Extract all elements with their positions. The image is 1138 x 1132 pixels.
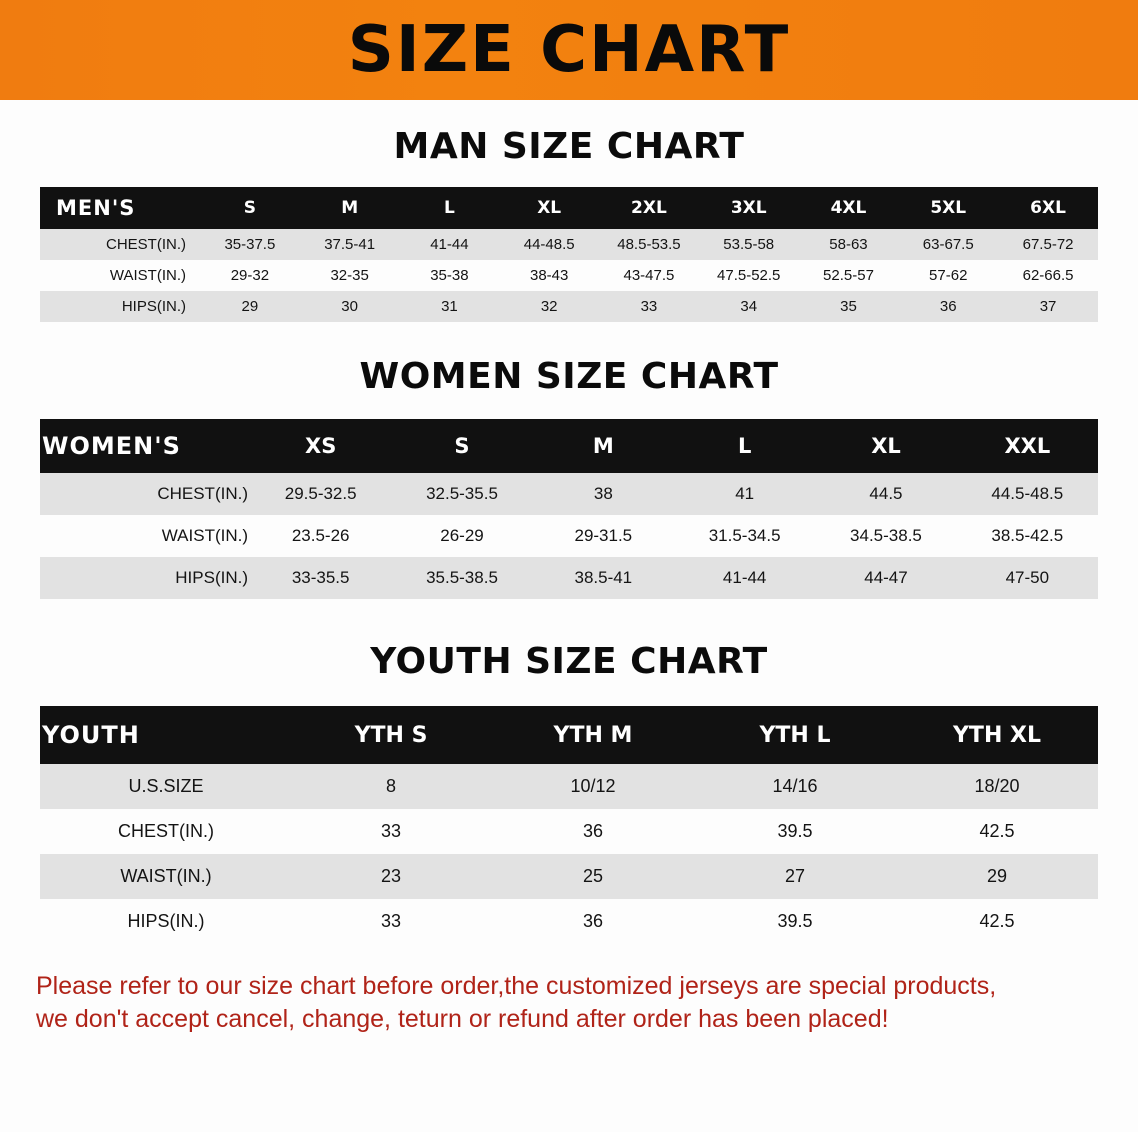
women-header-cell: M — [533, 419, 674, 473]
table-cell: 32 — [499, 291, 599, 322]
man-header-cell: S — [200, 187, 300, 229]
table-cell: 37 — [998, 291, 1098, 322]
youth-header-cell: YTH S — [290, 706, 492, 764]
table-cell: 36 — [492, 809, 694, 854]
youth-table-head — [40, 706, 1098, 764]
table-cell: 29 — [200, 291, 300, 322]
table-row — [40, 515, 1098, 557]
table-cell: 33 — [599, 291, 699, 322]
man-header-cell: 5XL — [898, 187, 998, 229]
women-header-cell: S — [391, 419, 532, 473]
table-header-row — [40, 187, 1098, 229]
table-cell: 33-35.5 — [250, 557, 391, 599]
table-cell: 42.5 — [896, 899, 1098, 944]
man-table-head — [40, 187, 1098, 229]
table-cell: 36 — [898, 291, 998, 322]
table-cell: 25 — [492, 854, 694, 899]
man-header-cell: 4XL — [799, 187, 899, 229]
man-size-table — [40, 187, 1098, 322]
table-cell: 31 — [400, 291, 500, 322]
women-header-cell: L — [674, 419, 815, 473]
women-table-head — [40, 419, 1098, 473]
youth-header-cell: YTH M — [492, 706, 694, 764]
table-row — [40, 260, 1098, 291]
youth-header-cell: YTH XL — [896, 706, 1098, 764]
table-cell: 39.5 — [694, 809, 896, 854]
table-cell: 32.5-35.5 — [391, 473, 532, 515]
man-header-cell: L — [400, 187, 500, 229]
table-cell: 47.5-52.5 — [699, 260, 799, 291]
table-cell: 35.5-38.5 — [391, 557, 532, 599]
table-row — [40, 854, 1098, 899]
table-cell: 35-37.5 — [200, 229, 300, 260]
table-cell: 33 — [290, 809, 492, 854]
table-cell: 35-38 — [400, 260, 500, 291]
youth-header-cell: YTH L — [694, 706, 896, 764]
policy-note-line-2: we don't accept cancel, change, teturn or refund after order has been placed! — [36, 1005, 889, 1033]
table-cell: 37.5-41 — [300, 229, 400, 260]
man-header-cell: 3XL — [699, 187, 799, 229]
table-cell: 33 — [290, 899, 492, 944]
row-label: HIPS(IN.) — [40, 557, 250, 599]
women-header-label: WOMEN'S — [40, 419, 250, 473]
table-row — [40, 473, 1098, 515]
table-cell: 52.5-57 — [799, 260, 899, 291]
table-cell: 38 — [533, 473, 674, 515]
youth-size-table — [40, 706, 1098, 944]
table-cell: 43-47.5 — [599, 260, 699, 291]
table-row — [40, 229, 1098, 260]
table-cell: 38.5-41 — [533, 557, 674, 599]
youth-table-body — [40, 764, 1098, 944]
page-banner — [0, 0, 1138, 100]
table-cell: 29 — [896, 854, 1098, 899]
page-title: SIZE CHART — [347, 13, 791, 87]
man-size-table-wrap — [40, 187, 1098, 322]
table-row — [40, 764, 1098, 809]
table-cell: 44.5 — [815, 473, 956, 515]
row-label: U.S.SIZE — [40, 764, 290, 809]
women-table-body — [40, 473, 1098, 599]
table-cell: 34 — [699, 291, 799, 322]
table-cell: 42.5 — [896, 809, 1098, 854]
table-cell: 39.5 — [694, 899, 896, 944]
table-cell: 27 — [694, 854, 896, 899]
row-label: CHEST(IN.) — [40, 809, 290, 854]
row-label: WAIST(IN.) — [40, 260, 200, 291]
row-label: HIPS(IN.) — [40, 899, 290, 944]
man-table-body — [40, 229, 1098, 322]
man-section-title: MAN SIZE CHART — [393, 126, 745, 167]
man-header-cell: XL — [499, 187, 599, 229]
table-cell: 29.5-32.5 — [250, 473, 391, 515]
man-header-label: MEN'S — [40, 187, 200, 229]
youth-section-title: YOUTH SIZE CHART — [370, 641, 768, 682]
table-cell: 67.5-72 — [998, 229, 1098, 260]
youth-size-table-wrap — [40, 706, 1098, 944]
table-cell: 44-47 — [815, 557, 956, 599]
table-row — [40, 557, 1098, 599]
table-cell: 32-35 — [300, 260, 400, 291]
table-cell: 38-43 — [499, 260, 599, 291]
table-cell: 41-44 — [400, 229, 500, 260]
table-cell: 47-50 — [957, 557, 1098, 599]
youth-header-label: YOUTH — [40, 706, 290, 764]
table-cell: 26-29 — [391, 515, 532, 557]
women-header-cell: XXL — [957, 419, 1098, 473]
table-cell: 41 — [674, 473, 815, 515]
table-cell: 34.5-38.5 — [815, 515, 956, 557]
table-cell: 57-62 — [898, 260, 998, 291]
table-cell: 36 — [492, 899, 694, 944]
table-cell: 14/16 — [694, 764, 896, 809]
table-cell: 35 — [799, 291, 899, 322]
row-label: WAIST(IN.) — [40, 515, 250, 557]
table-row — [40, 809, 1098, 854]
women-size-table-wrap — [40, 419, 1098, 599]
table-cell: 44-48.5 — [499, 229, 599, 260]
table-header-row — [40, 419, 1098, 473]
table-row — [40, 899, 1098, 944]
table-cell: 62-66.5 — [998, 260, 1098, 291]
man-header-cell: 6XL — [998, 187, 1098, 229]
table-cell: 10/12 — [492, 764, 694, 809]
table-cell: 63-67.5 — [898, 229, 998, 260]
table-cell: 29-32 — [200, 260, 300, 291]
women-header-cell: XL — [815, 419, 956, 473]
row-label: HIPS(IN.) — [40, 291, 200, 322]
table-cell: 23.5-26 — [250, 515, 391, 557]
row-label: CHEST(IN.) — [40, 229, 200, 260]
women-section-title: WOMEN SIZE CHART — [359, 356, 779, 397]
table-cell: 18/20 — [896, 764, 1098, 809]
policy-note-line-1: Please refer to our size chart before order,the customized jerseys are special products, — [36, 972, 997, 1000]
table-header-row — [40, 706, 1098, 764]
women-header-cell: XS — [250, 419, 391, 473]
table-cell: 58-63 — [799, 229, 899, 260]
table-cell: 23 — [290, 854, 492, 899]
table-cell: 53.5-58 — [699, 229, 799, 260]
table-cell: 8 — [290, 764, 492, 809]
man-header-cell: 2XL — [599, 187, 699, 229]
table-cell: 29-31.5 — [533, 515, 674, 557]
women-size-table — [40, 419, 1098, 599]
table-cell: 30 — [300, 291, 400, 322]
man-header-cell: M — [300, 187, 400, 229]
row-label: CHEST(IN.) — [40, 473, 250, 515]
table-cell: 41-44 — [674, 557, 815, 599]
table-row — [40, 291, 1098, 322]
row-label: WAIST(IN.) — [40, 854, 290, 899]
table-cell: 38.5-42.5 — [957, 515, 1098, 557]
policy-note — [36, 970, 1102, 1036]
table-cell: 44.5-48.5 — [957, 473, 1098, 515]
table-cell: 31.5-34.5 — [674, 515, 815, 557]
table-cell: 48.5-53.5 — [599, 229, 699, 260]
